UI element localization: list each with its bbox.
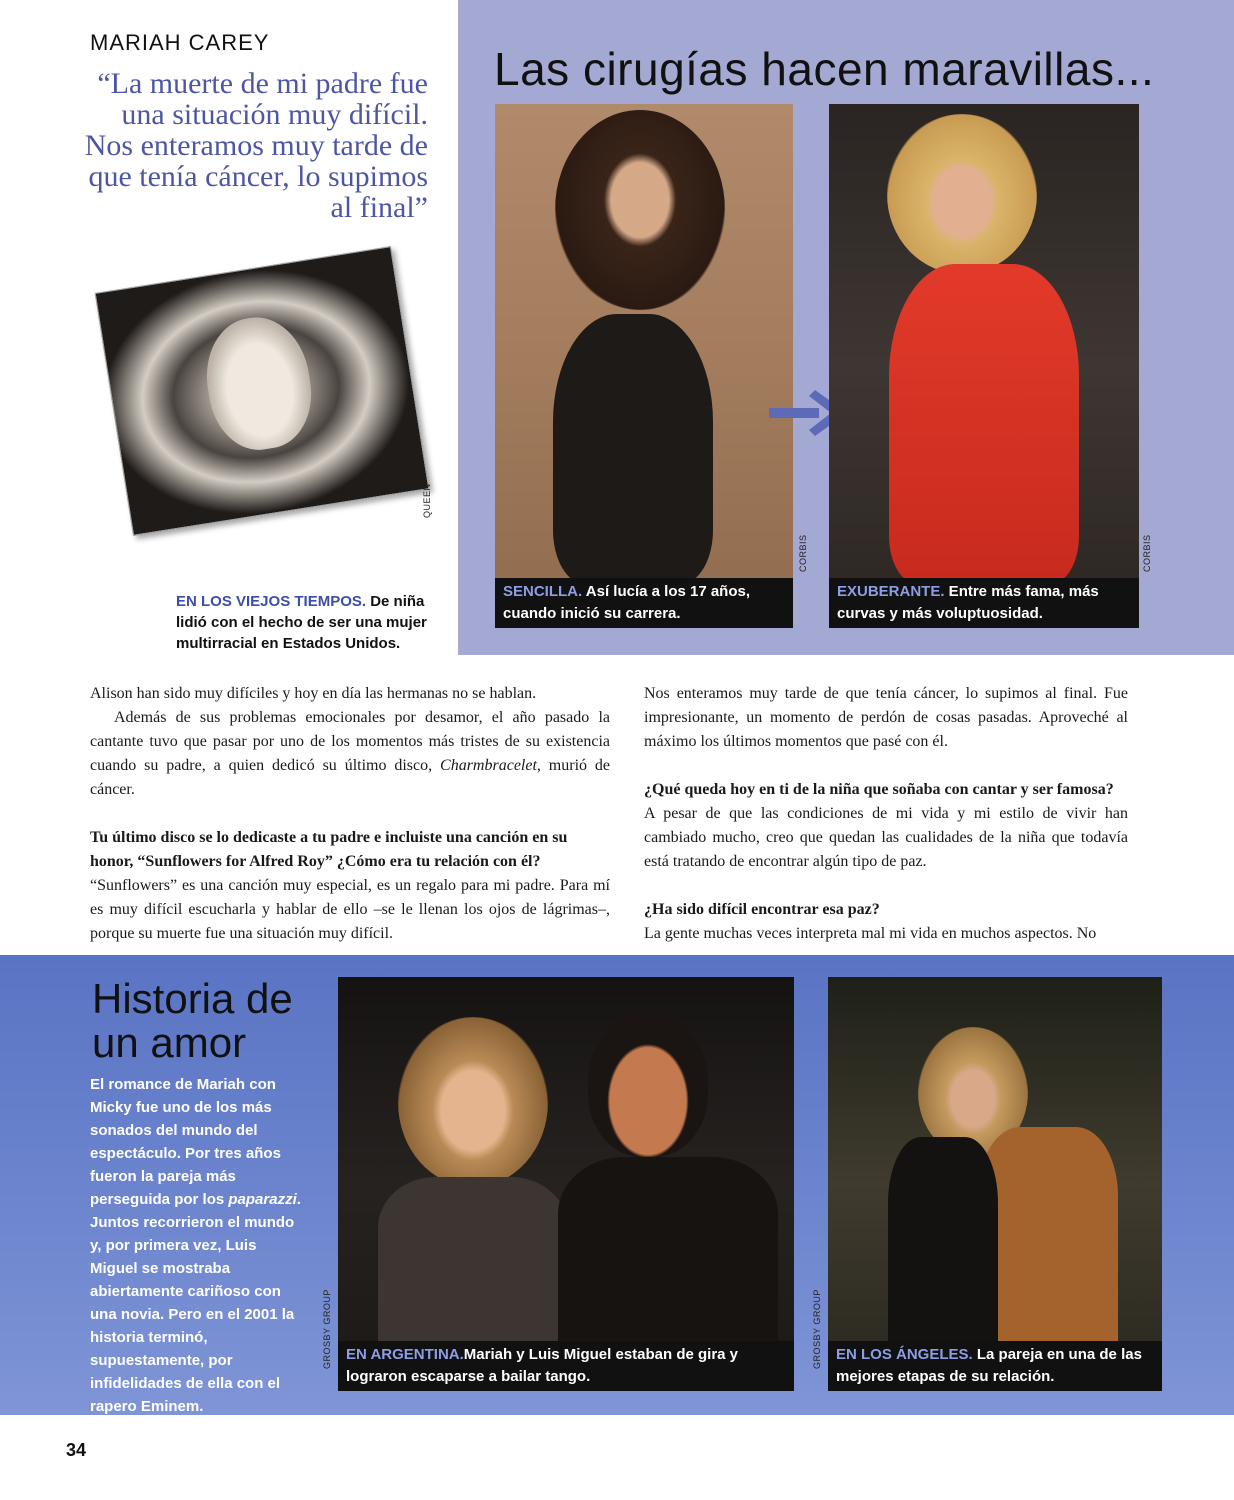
photo-credit-grosby-la: GROSBY GROUP: [812, 1289, 822, 1369]
hair-shape: [555, 110, 725, 310]
photo-after: [829, 104, 1139, 628]
article-paragraph: Alison han sido muy difíciles y hoy en día las hermanas no se hablan.: [90, 685, 537, 702]
old-photo-caption: [176, 591, 436, 654]
love-story-title: Historia de un amor: [92, 975, 293, 1066]
photo-credit-queen: QUEEN: [422, 483, 432, 518]
photo-before: [495, 104, 793, 628]
page-number: 34: [66, 1440, 87, 1460]
interview-answer: A pesar de que las condiciones de mi vida y mi estilo de vivir han cambiado mucho, creo que quedan las cualidades de la niña que todavía está tratando de encontrar algún tipo de paz.: [644, 805, 1128, 870]
interview-question: Tu último disco se lo dedicaste a tu padre e incluiste una canción en su honor, “Sunflowers for Alfred Roy” ¿Cómo era tu relación con él?: [90, 829, 568, 870]
caption-text: De niña lidió con el hecho de ser una mujer multirracial en Estados Unidos.: [176, 593, 427, 652]
interview-question: ¿Ha sido difícil encontrar esa paz?: [644, 901, 880, 918]
caption-text: La pareja en una de las mejores etapas de su relación.: [836, 1346, 1142, 1385]
text-run: , murió de cáncer.: [90, 757, 610, 798]
caption-los-angeles: [828, 1341, 1162, 1391]
love-story-band: [0, 955, 1234, 1415]
photo-los-angeles: [828, 977, 1162, 1391]
caption-text: Entre más fama, más curvas y más voluptuosidad.: [837, 583, 1099, 622]
black-dress-shape: [553, 314, 713, 584]
text-run: . Juntos recorrieron el mundo y, por primera vez, Luis Miguel se mostraba abiertamente cariñoso con una novia. Pero en el 2001 la historia terminó, supuestamente, por infidelidades de ella con el rapero Eminem.: [90, 1191, 301, 1415]
interview-answer: “Sunflowers” es una canción muy especial, es un regalo para mi padre. Para mí es muy difícil escucharla y hablar de ello –se le llenan los ojos de lágrimas–, porque su muerte fue una situación muy difícil.: [90, 877, 610, 942]
photo-credit-grosby-argentina: GROSBY GROUP: [322, 1289, 332, 1369]
photo-credit-corbis-before: CORBIS: [798, 534, 808, 572]
interview-answer: La gente muchas veces interpreta mal mi vida en muchos aspectos. No: [644, 925, 1097, 942]
face-shape: [198, 310, 319, 456]
red-dress-shape: [889, 264, 1079, 584]
caption-kicker: EN ARGENTINA.: [346, 1346, 464, 1363]
caption-argentina: [338, 1341, 794, 1391]
man-head-shape: [588, 1017, 708, 1157]
text-run-italic: paparazzi: [228, 1191, 297, 1208]
caption-kicker: EN LOS VIEJOS TIEMPOS.: [176, 593, 367, 610]
love-story-body: [90, 1073, 302, 1418]
caption-before: [495, 578, 793, 628]
article-paragraph: [90, 706, 610, 802]
photo-argentina: [338, 977, 794, 1391]
coat-shape: [978, 1127, 1118, 1357]
interview-question: ¿Qué queda hoy en ti de la niña que soñaba con cantar y ser famosa?: [644, 781, 1114, 798]
album-title: Charmbracelet: [440, 757, 537, 774]
caption-kicker: SENCILLA.: [503, 583, 583, 600]
article-column-right: [644, 682, 1128, 946]
caption-kicker: EN LOS ÁNGELES.: [836, 1346, 973, 1363]
hair-shape: [398, 1017, 548, 1187]
section-label: MARIAH CAREY: [90, 30, 270, 55]
dark-outfit-shape: [888, 1137, 998, 1357]
text-run: El romance de Mariah con Micky fue uno de los más sonados del mundo del espectáculo. Por tres años fueron la pareja más perseguida por los: [90, 1076, 281, 1208]
dress-shape: [378, 1177, 568, 1347]
hair-shape: [887, 114, 1037, 274]
caption-kicker: EXUBERANTE.: [837, 583, 945, 600]
old-photo: [95, 246, 430, 536]
text-run: Además de sus problemas emocionales por desamor, el año pasado la cantante tuvo que pasar por uno de los momentos más tristes de su existencia cuando su padre, a quien dedicó su último disco,: [90, 709, 610, 774]
caption-text: Así lucía a los 17 años, cuando inició su carrera.: [503, 583, 751, 622]
caption-after: [829, 578, 1139, 628]
caption-text: Mariah y Luis Miguel estaban de gira y lograron escaparse a bailar tango.: [346, 1346, 739, 1385]
surgery-title: Las cirugías hacen maravillas...: [494, 43, 1155, 95]
suit-shape: [558, 1157, 778, 1347]
interview-answer: Nos enteramos muy tarde de que tenía cáncer, lo supimos al final. Fue impresionante, un momento de perdón de cosas pasadas. Aproveché al máximo los últimos momentos que pasé con él.: [644, 685, 1128, 750]
surgery-panel: [458, 0, 1234, 655]
photo-credit-corbis-after: CORBIS: [1142, 534, 1152, 572]
pull-quote: “La muerte de mi padre fue una situación muy difícil. Nos enteramos muy tarde de que tenía cáncer, lo supimos al final”: [84, 67, 428, 224]
article-column-left: [90, 682, 610, 946]
